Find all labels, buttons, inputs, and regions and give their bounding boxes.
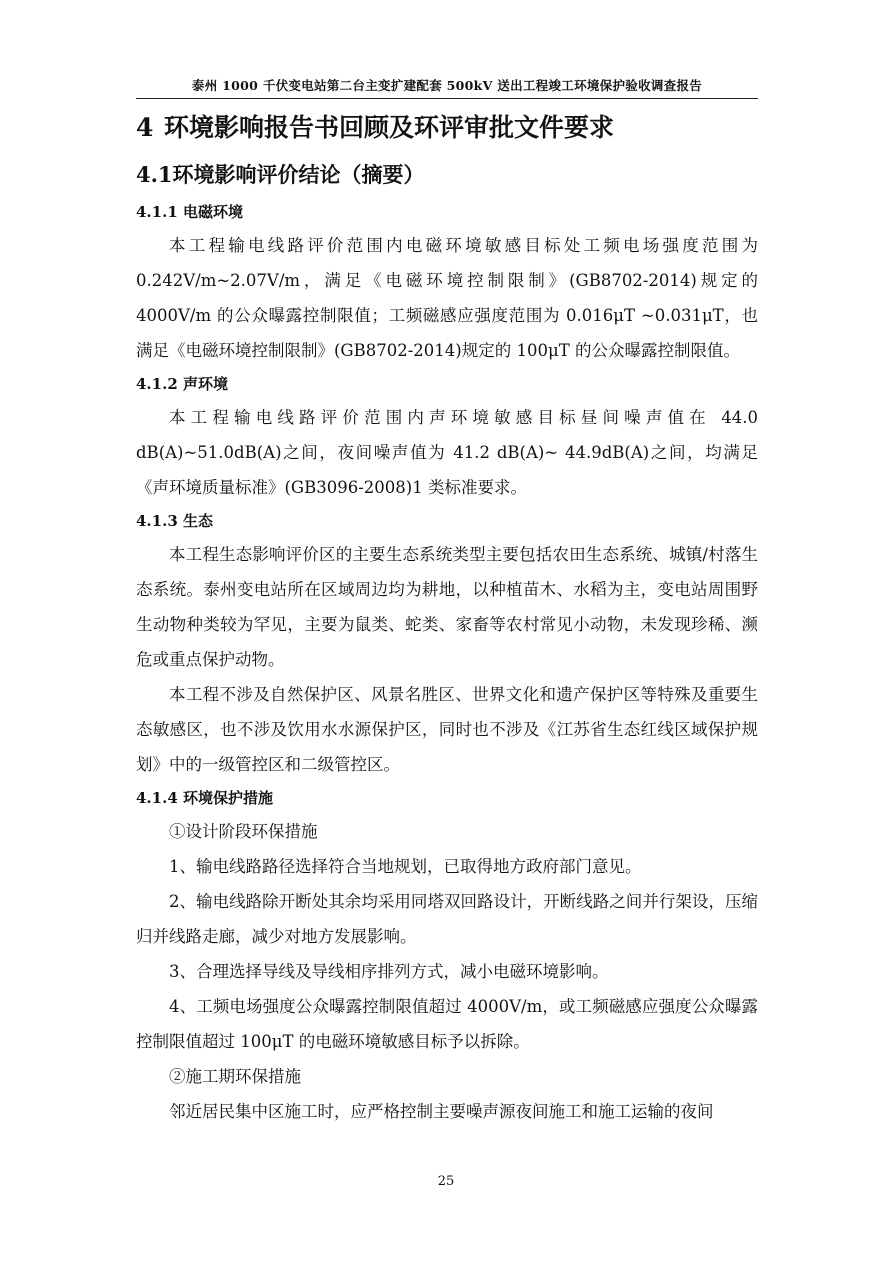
paragraph-eco-2: 本工程不涉及自然保护区、风景名胜区、世界文化和遗产保护区等特殊及重要生态敏感区，也不涉及饮用水水源保护区，同时也不涉及《江苏省生态红线区域保护规划》中的一级管控区和二级管控区。: [136, 685, 758, 774]
chapter-number: 4: [136, 113, 154, 142]
paragraph-em: 本工程输电线路评价范围内电磁环境敏感目标处工频电场强度范围为0.242V/m~2.07V/m，满足《电磁环境控制限制》(GB8702-2014)规定的 4000V/m 的公众曝露控制限值；工频磁感应强度范围为 0.016μT ~0.031μT，也满足《电磁环境控制限制》(GB8702-2014)规定的 100μT 的公众曝露控制限值。: [136, 236, 758, 360]
header-rule: [136, 98, 758, 99]
subsection-heading-measures: 4.1.4 环境保护措施: [136, 789, 273, 807]
chapter-title: [136, 108, 758, 148]
paragraph-sound: 本工程输电线路评价范围内声环境敏感目标昼间噪声值在 44.0 dB(A)~51.0dB(A)之间，夜间噪声值为 41.2 dB(A)~ 44.9dB(A)之间，均满足《声环境质量标准》(GB3096-2008)1 类标准要求。: [136, 408, 758, 497]
paragraph-construction: 邻近居民集中区施工时，应严格控制主要噪声源夜间施工和施工运输的夜间: [169, 1102, 714, 1121]
list-item-1: 1、输电线路路径选择符合当地规划，已取得地方政府部门意见。: [169, 857, 642, 876]
subsection-heading-eco: 4.1.3 生态: [136, 512, 213, 530]
list-item-2: 2、输电线路除开断处其余均采用同塔双回路设计，开断线路之间并行架设，压缩归并线路走廊，减少对地方发展影响。: [136, 892, 758, 946]
subsection-heading-sound: 4.1.2 声环境: [136, 375, 228, 393]
section-title: 4.1环境影响评价结论（摘要）: [136, 162, 425, 187]
list-item-4: 4、工频电场强度公众曝露控制限值超过 4000V/m，或工频磁感应强度公众曝露控制限值超过 100μT 的电磁环境敏感目标予以拆除。: [136, 997, 758, 1051]
construction-stage-title: ②施工期环保措施: [169, 1067, 301, 1086]
running-header: 泰州 1000 千伏变电站第二台主变扩建配套 500kV 送出工程竣工环境保护验收调查报告: [191, 78, 703, 93]
chapter-title-text: 环境影响报告书回顾及环评审批文件要求: [164, 113, 615, 142]
design-stage-title: ①设计阶段环保措施: [169, 822, 318, 841]
subsection-heading-em: 4.1.1 电磁环境: [136, 203, 243, 221]
page-body: [136, 108, 758, 1129]
list-item-3: 3、合理选择导线及导线相序排列方式，减小电磁环境影响。: [169, 962, 609, 981]
page-number: 25: [437, 1174, 455, 1189]
paragraph-eco-1: 本工程生态影响评价区的主要生态系统类型主要包括农田生态系统、城镇/村落生态系统。泰州变电站所在区域周边均为耕地，以种植苗木、水稻为主，变电站周围野生动物种类较为罕见，主要为鼠类、蛇类、家畜等农村常见小动物，未发现珍稀、濒危或重点保护动物。: [136, 545, 758, 669]
